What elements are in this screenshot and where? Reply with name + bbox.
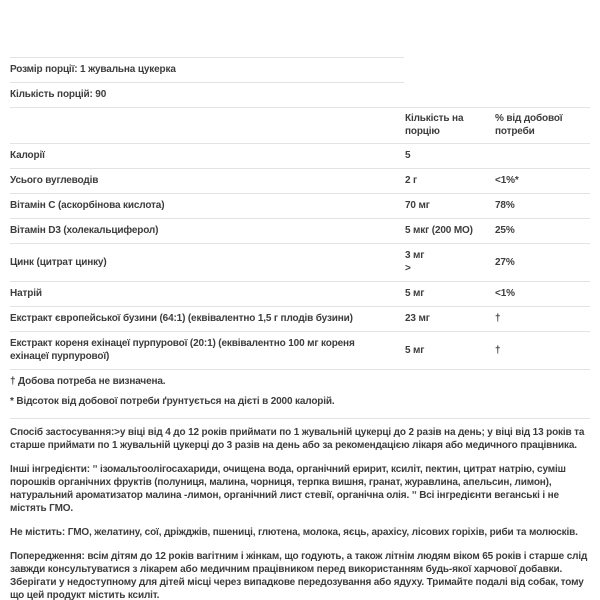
nutrient-dv: †	[495, 313, 501, 324]
servings-count-row: Кількість порцій: 90	[10, 89, 107, 100]
table-row-vitamin-c	[10, 194, 590, 219]
nutrient-amount-line1: 3 мг	[405, 250, 425, 261]
facts-table	[10, 107, 590, 370]
table-row-zinc	[10, 244, 590, 282]
nutrient-amount	[405, 249, 495, 275]
nutrient-dv: <1%	[495, 288, 515, 299]
nutrient-amount: 5	[405, 150, 411, 161]
nutrient-amount: 5 мкг (200 МО)	[405, 225, 473, 236]
table-row-calories	[10, 144, 590, 169]
nutrient-name: Екстракт європейської бузини (64:1) (еквівалентно 1,5 г плодів бузини)	[10, 313, 353, 324]
table-header-row	[10, 108, 590, 144]
other-ingredients-paragraph: Інші інгредієнти: ˮ ізомальтоолігосахариди, очищена вода, органічний еририт, ксиліт, пектин, цитрат натрію, суміш порошків органічних фруктів (полуниця, малина, чорниця, терпка вишня, гранат, журавлина, апельсин, лимон), натуральний ароматизатор малина -лимон, органічний лист стевії, органічна олія. ˮ Всі інгредієнти веганські і не містять ГМО.	[10, 464, 566, 514]
nutrient-amount: 5 мг	[405, 288, 425, 299]
nutrient-name: Вітамін C (аскорбінова кислота)	[10, 200, 165, 211]
nutrient-dv: †	[495, 344, 501, 356]
amount-column-header: Кількість на порцію	[405, 113, 464, 137]
table-row-sodium	[10, 282, 590, 307]
nutrient-dv: 25%	[495, 225, 515, 236]
nutrient-amount: 70 мг	[405, 200, 430, 211]
nutrient-name: Вітамін D3 (холекальциферол)	[10, 225, 159, 236]
table-row-elderberry	[10, 307, 590, 332]
does-not-contain-paragraph: Не містить: ГМО, желатину, сої, дріжджів, пшениці, глютена, молока, яєць, арахісу, лісових горіхів, риби та молюсків.	[10, 527, 578, 538]
nutrient-name: Цинк (цитрат цинку)	[10, 256, 107, 268]
table-row-echinacea	[10, 332, 590, 370]
nutrient-dv: 27%	[495, 256, 515, 268]
nutrient-amount: 5 мг	[405, 344, 425, 356]
nutrient-dv: 78%	[495, 200, 515, 211]
nutrient-dv: <1%*	[495, 175, 519, 186]
table-row-vitamin-d3	[10, 219, 590, 244]
nutrient-amount-line2: >	[405, 263, 411, 274]
table-row-carbs	[10, 169, 590, 194]
footnotes	[10, 370, 590, 419]
footnote-dagger: † Добова потреба не визначена.	[10, 376, 166, 387]
warning-paragraph: Попередження: всім дітям до 12 років вагітним і жінкам, що годують, а також літнім людям віком 65 років і старше слід завжди консультуватися з лікарем або медичним працівником перед використанням будь-якої харчової добавки. Зберігати у недоступному для дітей місці через випадкове передозування або ядуху. Тримайте подалі від собак, тому що цей продукт містить ксиліт.	[10, 551, 588, 600]
nutrient-amount: 2 г	[405, 175, 418, 186]
footnote-asterisk: * Відсоток від добової потреби ґрунтується на дієті в 2000 калорій.	[10, 396, 335, 407]
dv-column-header: % від добової потреби	[495, 113, 563, 137]
nutrient-amount: 23 мг	[405, 313, 430, 324]
serving-info-box	[10, 57, 404, 107]
supplement-facts-panel	[10, 57, 590, 600]
directions-paragraph: Спосіб застосування:>у віці від 4 до 12 років приймати по 1 жувальній цукерці до 2 разів на день; у віці від 13 років та старше приймати по 1 жувальній цукерці до 3 разів на день або за рекомендацією лікаря або медичного працівника.	[10, 427, 585, 451]
nutrient-name: Калорії	[10, 150, 45, 161]
nutrient-name: Усього вуглеводів	[10, 175, 99, 186]
nutrient-name: Натрій	[10, 288, 42, 299]
nutrient-name: Екстракт кореня ехінацеї пурпурової (20:1) (еквівалентно 100 мг кореня ехінацеї пурпурової)	[10, 338, 355, 362]
serving-size-row: Розмір порції: 1 жувальна цукерка	[10, 58, 404, 83]
